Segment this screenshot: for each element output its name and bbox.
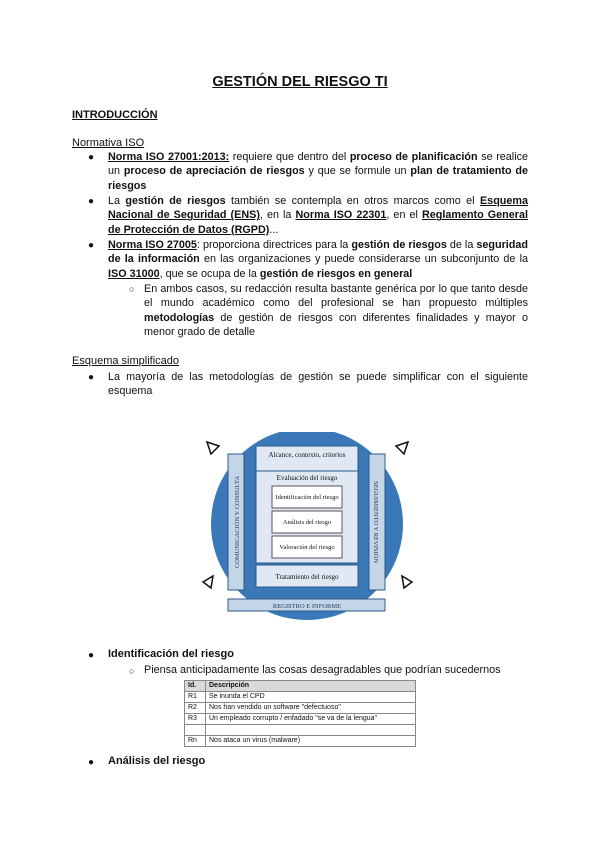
right-bar-label: SEGUIMIENTO Y REVISIÓN (372, 480, 379, 564)
text: gestión de riesgos en general (259, 267, 413, 280)
normativa-heading: Normativa ISO (72, 137, 145, 149)
rgpd-ref: Reglamento General de Protección de Datos (RGPD) (108, 209, 528, 236)
table-row (185, 725, 416, 736)
text: gestión de riesgos (125, 195, 226, 207)
bullet-gestion-marcos (108, 194, 528, 237)
table-cell: Nos han vendido un software "defectuoso" (206, 703, 416, 714)
sub-bullet-identificacion: Piensa anticipadamente las cosas desagradables que podrían sucedernos (144, 664, 501, 676)
table-cell: R2 (185, 703, 206, 714)
text: plan de tratamiento de riesgos (108, 165, 528, 192)
text: de la (446, 239, 477, 251)
text: requiere que dentro del (229, 151, 350, 163)
arrow-icon (203, 576, 213, 588)
text: proceso de apreciación de riesgos (123, 165, 305, 178)
scope-label: Alcance, contexto, criterios (268, 451, 346, 459)
table-cell: Se inunda el CPD (206, 692, 416, 703)
sub-bullet-circle: ○ (129, 284, 135, 294)
text: metodologías (144, 311, 215, 324)
step-identification-label: Identificación del riesgo (275, 494, 339, 501)
iso-22301-ref: Norma ISO 22301 (295, 209, 387, 222)
intro-heading: INTRODUCCIÓN (72, 109, 158, 121)
bullet-dot: ● (88, 152, 95, 163)
sub-bullet-metodologias (144, 282, 528, 340)
table-row (185, 703, 416, 714)
table-cell (185, 725, 206, 736)
bullet-dot: ● (88, 650, 95, 661)
table-cell: R1 (185, 692, 206, 703)
text: , en la (259, 209, 296, 222)
text: , en el (386, 209, 422, 222)
iso-31000-ref: ISO 31000 (108, 267, 160, 280)
text: La (108, 195, 126, 207)
text: de gestión de riesgos con diferentes finalidades y mayor o menor grado de detalle (144, 311, 528, 339)
evaluation-label: Evaluación del riesgo (276, 474, 338, 482)
table-cell: Nos ataca un virus (malware) (206, 736, 416, 747)
arrow-icon (402, 576, 412, 588)
table-header-cell: Id. (185, 681, 206, 692)
table-row (185, 736, 416, 747)
step-valuation-label: Valoración del riesgo (279, 544, 335, 551)
sub-bullet-circle: ○ (129, 666, 135, 676)
ens-ref: Esquema Nacional de Seguridad (ENS) (108, 195, 528, 222)
text: En ambos casos, su redacción resulta bastante genérica por lo que tanto desde el mundo académico como del profesional se han propuesto múltiples (144, 283, 528, 310)
bullet-analisis: Análisis del riesgo (108, 755, 206, 767)
scope-box (256, 446, 358, 472)
page-title: GESTIÓN DEL RIESGO TI (212, 74, 388, 90)
arrow-icon (207, 442, 219, 454)
bullet-dot: ● (88, 240, 95, 251)
text: proceso de planificación (349, 151, 478, 163)
arrow-icon (396, 442, 408, 454)
table-cell (206, 725, 416, 736)
bullet-identificacion: Identificación del riesgo (108, 648, 234, 660)
table-row (185, 692, 416, 703)
table-header-row (185, 681, 416, 692)
norma-27005-ref: Norma ISO 27005 (108, 239, 197, 251)
treatment-label: Tratamiento del riesgo (275, 573, 339, 581)
text: y que se formule un (304, 165, 411, 178)
text: gestión de riesgos (351, 239, 447, 251)
table-header-cell: Descripción (206, 681, 416, 692)
bullet-dot: ● (88, 372, 95, 383)
bullet-norma-27005 (108, 238, 528, 281)
table-cell: Rn (185, 736, 206, 747)
step-analysis-label: Análisis del riesgo (282, 519, 332, 526)
text: se realice un (108, 151, 528, 178)
text: seguridad de la información (108, 239, 528, 266)
text: también se contempla en otros marcos como el (225, 195, 480, 207)
text: , que se ocupa de la (159, 267, 260, 280)
risk-management-diagram (195, 432, 420, 622)
norma-27001-ref: Norma ISO 27001:2013: (108, 151, 230, 163)
bullet-dot: ● (88, 757, 95, 768)
bottom-bar-label: REGISTRO E INFORME (272, 603, 342, 610)
table-cell: Un empleado corrupto / enfadado "se va de la lengua" (206, 714, 416, 725)
text: ... (269, 223, 279, 236)
text: : proporciona directrices para la (196, 239, 352, 251)
bullet-norma-27001 (108, 150, 528, 193)
table-row (185, 714, 416, 725)
bullet-dot: ● (88, 196, 95, 207)
left-bar-label: COMUNICACIÓN Y CONSULTA (234, 475, 241, 569)
text: en las organizaciones y puede considerarse un subconjunto de la (199, 253, 528, 266)
bullet-esquema: La mayoría de las metodologías de gestión se puede simplificar con el siguiente esquema (108, 371, 528, 398)
risk-table (184, 680, 416, 747)
esquema-heading: Esquema simplificado (72, 355, 179, 367)
table-cell: R3 (185, 714, 206, 725)
